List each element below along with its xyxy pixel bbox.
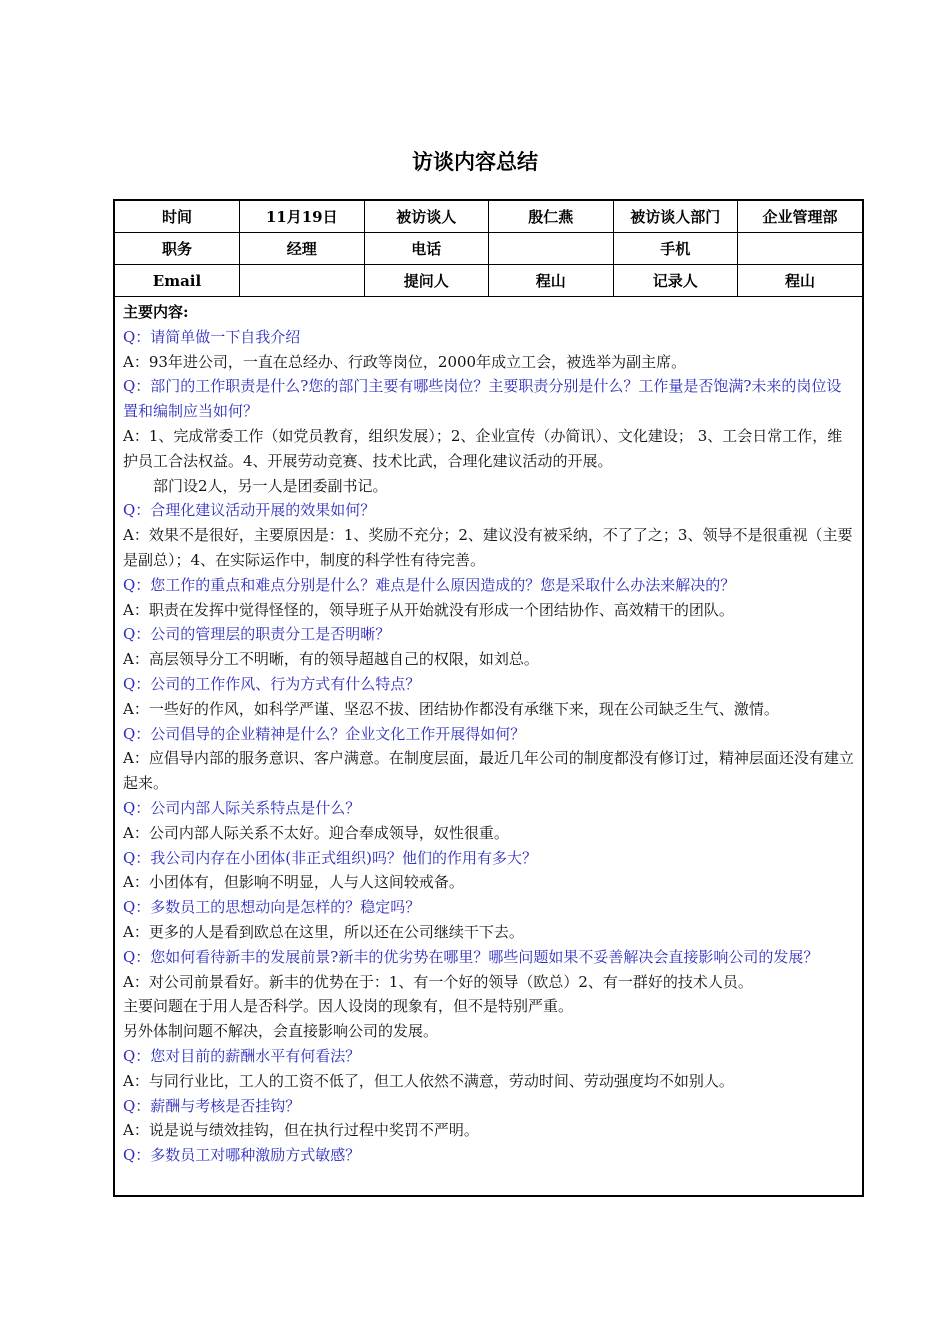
info-label-cell: Email bbox=[115, 265, 240, 297]
answer-line: A：说是说与绩效挂钩，但在执行过程中奖罚不严明。 bbox=[123, 1121, 479, 1140]
info-value-cell bbox=[240, 265, 365, 297]
answer-line: A：效果不是很好，主要原因是：1、奖励不充分；2、建议没有被采纳，不了了之；3、领导不是很重视（主要是副总）；4、在实际运作中，制度的科学性有待完善。 bbox=[123, 526, 853, 569]
question-line: Q：多数员工对哪种激励方式敏感？ bbox=[123, 1146, 361, 1165]
info-label-cell: 提问人 bbox=[364, 265, 489, 297]
info-value-cell: 企业管理部 bbox=[738, 201, 863, 233]
info-value-cell: 11月19日 bbox=[240, 201, 365, 233]
question-line: Q：请简单做一下自我介绍 bbox=[123, 327, 301, 346]
info-value-cell bbox=[489, 233, 614, 265]
answer-line: A：公司内部人际关系不太好。迎合奉成领导，奴性很重。 bbox=[123, 823, 509, 842]
question-line: Q：部门的工作职责是什么?您的部门主要有哪些岗位？主要职责分别是什么？工作量是否饱满?未来的岗位设置和编制应当如何？ bbox=[123, 377, 842, 421]
info-label-cell: 时间 bbox=[115, 201, 240, 233]
answer-line: A：与同行业比，工人的工资不低了，但工人依然不满意，劳动时间、劳动强度均不如别人。 bbox=[123, 1071, 734, 1090]
info-label-cell: 职务 bbox=[115, 233, 240, 265]
info-value-cell: 殷仁燕 bbox=[489, 201, 614, 233]
question-line: Q：公司的工作作风、行为方式有什么特点？ bbox=[123, 674, 421, 693]
answer-line: A：职责在发挥中觉得怪怪的，领导班子从开始就没有形成一个团结协作、高效精干的团队。 bbox=[123, 600, 734, 619]
question-line: Q：公司内部人际关系特点是什么？ bbox=[123, 798, 361, 817]
question-line: Q：公司倡导的企业精神是什么？企业文化工作开展得如何？ bbox=[123, 724, 526, 743]
answer-line: 另外体制问题不解决，会直接影响公司的发展。 bbox=[123, 1022, 439, 1041]
answer-line: 部门设2人，另一人是团委副书记。 bbox=[153, 476, 388, 495]
answer-line: A：93年进公司，一直在总经办、行政等岗位，2000年成立工会，被选举为副主席。 bbox=[123, 352, 687, 371]
question-line: Q：公司的管理层的职责分工是否明晰？ bbox=[123, 625, 391, 644]
content-heading: 主要内容: bbox=[123, 303, 189, 321]
info-row bbox=[115, 265, 862, 297]
answer-line: A：应倡导内部的服务意识、客户满意。在制度层面，最近几年公司的制度都没有修订过，精神层面还没有建立起来。 bbox=[123, 749, 854, 793]
info-value-cell bbox=[738, 233, 863, 265]
info-table bbox=[115, 201, 862, 297]
question-line: Q：我公司内存在小团体(非正式组织)吗？他们的作用有多大？ bbox=[123, 848, 538, 867]
answer-line: A：高层领导分工不明晰，有的领导超越自己的权限，如刘总。 bbox=[123, 650, 539, 669]
interview-content bbox=[115, 297, 862, 1168]
question-line: Q：合理化建议活动开展的效果如何？ bbox=[123, 501, 376, 520]
interview-form bbox=[113, 199, 864, 1197]
answer-line: A：一些好的作风，如科学严谨、坚忍不拔、团结协作都没有承继下来，现在公司缺乏生气、激情。 bbox=[123, 699, 779, 718]
info-label-cell: 手机 bbox=[613, 233, 738, 265]
page-title: 访谈内容总结 bbox=[412, 150, 538, 174]
question-line: Q：薪酬与考核是否挂钩？ bbox=[123, 1096, 301, 1115]
question-line: Q：您如何看待新丰的发展前景?新丰的优劣势在哪里？哪些问题如果不妥善解决会直接影响公司的发展？ bbox=[123, 947, 819, 966]
question-line: Q：您对目前的薪酬水平有何看法？ bbox=[123, 1046, 361, 1065]
answer-line: A：对公司前景看好。新丰的优势在于：1、有一个好的领导（欧总）2、有一群好的技术人员。 bbox=[123, 972, 753, 991]
info-value-cell: 程山 bbox=[489, 265, 614, 297]
question-line: Q：您工作的重点和难点分别是什么？难点是什么原因造成的？您是采取什么办法来解决的？ bbox=[123, 575, 736, 594]
info-label-cell: 记录人 bbox=[613, 265, 738, 297]
info-label-cell: 被访谈人部门 bbox=[613, 201, 738, 233]
answer-line: A：1、完成常委工作（如党员教育，组织发展）；2、企业宣传（办简讯）、文化建设； 3、工会日常工作，维护员工合法权益。4、开展劳动竞赛、技术比武，合理化建议活动的开展。 bbox=[123, 426, 843, 470]
info-value-cell: 经理 bbox=[240, 233, 365, 265]
info-label-cell: 被访谈人 bbox=[364, 201, 489, 233]
qa-list bbox=[123, 325, 854, 1168]
info-row bbox=[115, 233, 862, 265]
info-value-cell: 程山 bbox=[738, 265, 863, 297]
answer-line: A：更多的人是看到欧总在这里，所以还在公司继续干下去。 bbox=[123, 922, 524, 941]
answer-line: 主要问题在于用人是否科学。因人设岗的现象有，但不是特别严重。 bbox=[123, 997, 574, 1016]
question-line: Q：多数员工的思想动向是怎样的？稳定吗？ bbox=[123, 898, 421, 917]
info-row bbox=[115, 201, 862, 233]
answer-line: A：小团体有，但影响不明显，人与人这间较戒备。 bbox=[123, 873, 464, 892]
info-label-cell: 电话 bbox=[364, 233, 489, 265]
